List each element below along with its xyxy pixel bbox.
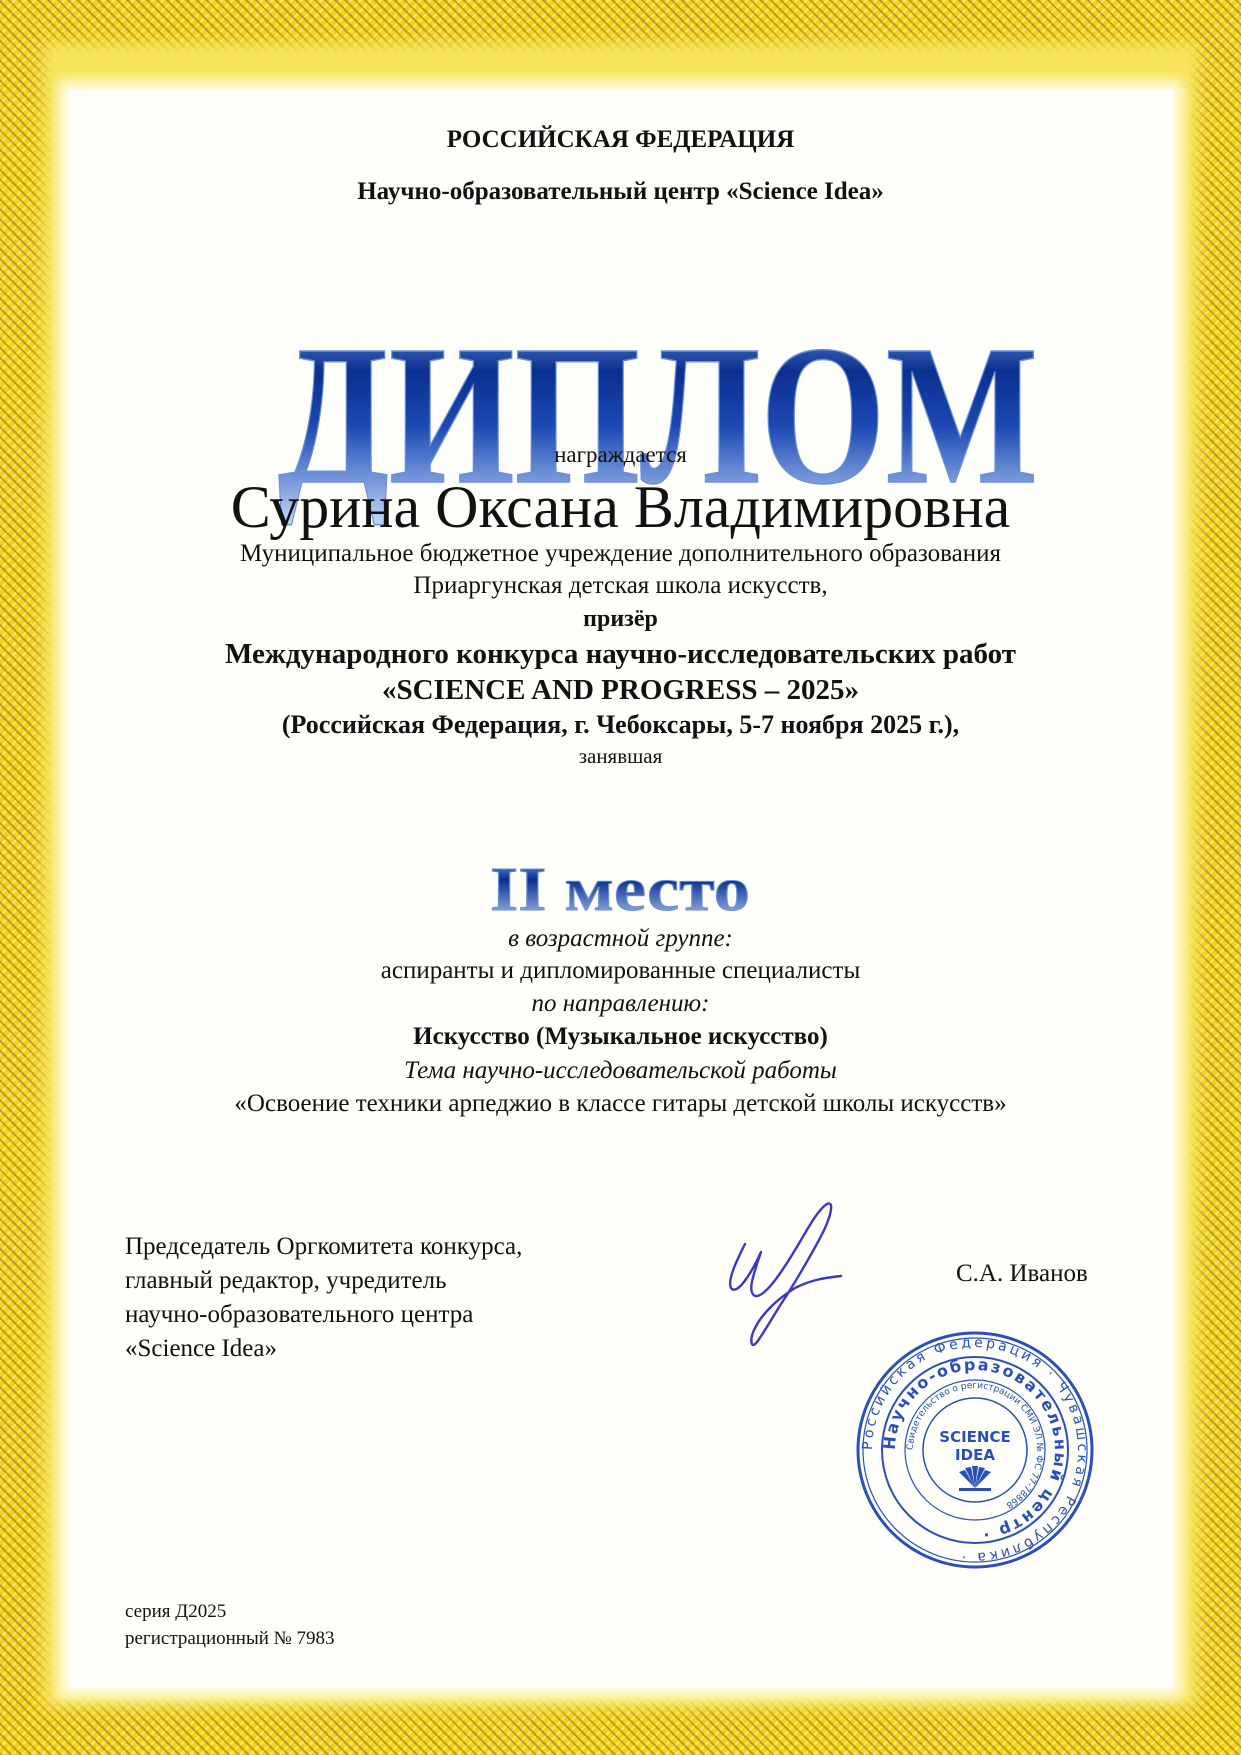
topic-value: «Освоение техники арпеджио в классе гитары детской школы искусств» bbox=[234, 1090, 1007, 1117]
organization-stamp bbox=[855, 1330, 1095, 1570]
place-title bbox=[468, 850, 773, 930]
registration-number: регистрационный № 7983 bbox=[125, 1628, 335, 1649]
direction-label: по направлению: bbox=[531, 990, 710, 1017]
role-line-4: «Science Idea» bbox=[125, 1335, 278, 1362]
role-line-2: главный редактор, учредитель bbox=[125, 1267, 447, 1294]
diploma-title-text: ДИПЛОМ bbox=[278, 305, 1038, 526]
chairman-role bbox=[125, 1230, 522, 1366]
awarded-text: награждается bbox=[554, 442, 687, 467]
role-line-3: научно-образовательного центра bbox=[125, 1301, 474, 1328]
svg-text:Научно-образовательный центр ·: Научно-образовательный центр · bbox=[879, 1354, 1071, 1545]
institution-line-1: Муниципальное бюджетное учреждение дополнительного образования bbox=[240, 540, 1001, 567]
handwritten-signature bbox=[723, 1200, 853, 1350]
signer-name: С.А. Иванов bbox=[956, 1260, 1088, 1287]
organization-heading: Научно-образовательный центр «Science Idea» bbox=[357, 178, 884, 205]
svg-text:IDEA: IDEA bbox=[955, 1446, 995, 1464]
award-status: призёр bbox=[583, 606, 658, 632]
place-text: II место bbox=[490, 856, 750, 924]
age-group-label: в возрастной группе: bbox=[508, 925, 733, 952]
institution-line-2: Приаргунская детская школа искусств, bbox=[413, 572, 828, 599]
document-serial bbox=[125, 1598, 335, 1652]
contest-line-3: (Российская Федерация, г. Чебоксары, 5-7 ноября 2025 г.), bbox=[281, 710, 960, 739]
series-number: серия Д2025 bbox=[125, 1601, 227, 1622]
svg-text:Российская Федерация · Чувашск: Российская Федерация · Чувашская Республика · bbox=[859, 1334, 1091, 1566]
age-group-value: аспиранты и дипломированные специалисты bbox=[380, 957, 861, 984]
topic-label: Тема научно-исследовательской работы bbox=[404, 1057, 837, 1084]
role-line-1: Председатель Оргкомитета конкурса, bbox=[125, 1233, 523, 1260]
svg-text:SCIENCE: SCIENCE bbox=[939, 1428, 1011, 1446]
svg-text:Свидетельство о регистрации СМ: Свидетельство о регистрации СМИ ЭЛ № ФС 77-78868 bbox=[905, 1380, 1045, 1510]
took-text: занявшая bbox=[578, 744, 663, 768]
diploma-sheet bbox=[68, 90, 1173, 1688]
recipient-name: Сурина Оксана Владимировна bbox=[230, 474, 1011, 540]
country-heading: РОССИЙСКАЯ ФЕДЕРАЦИЯ bbox=[446, 126, 795, 153]
contest-line-2: «SCIENCE AND PROGRESS – 2025» bbox=[382, 674, 859, 706]
contest-line-1: Международного конкурса научно-исследовательских работ bbox=[225, 638, 1016, 670]
direction-value: Искусство (Музыкальное искусство) bbox=[413, 1023, 828, 1050]
